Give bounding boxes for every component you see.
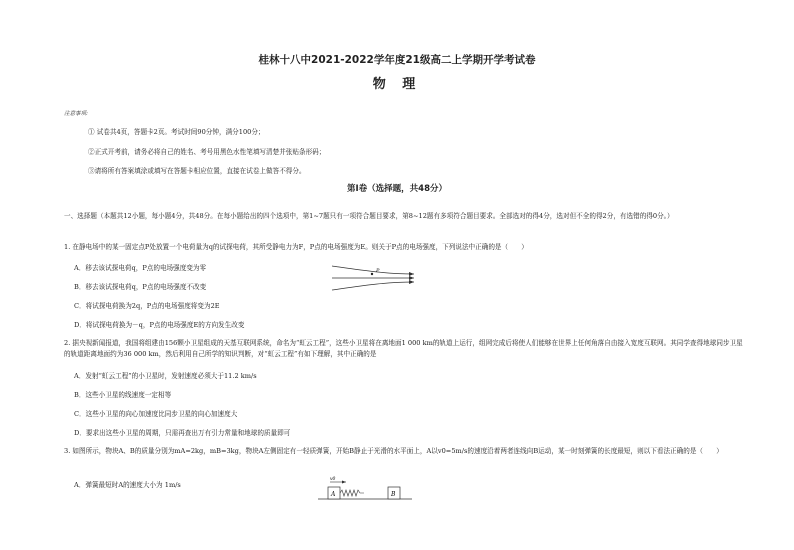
exam-title: 桂林十八中2021-2022学年度21级高二上学期开学考试卷 — [258, 54, 536, 66]
question-option: D．要求出这些小卫星的周期，只需再查出万有引力常量和地球的质量即可 — [74, 429, 291, 437]
question-stem: 2. 据央视新闻报道，我国将组建由156颗小卫星组成的天基互联网系统，命名为“虹云工程”，这些小卫星将在离地面1 000 km的轨道上运行，组网完成后将使人们能够在世界上任何角落自由接入宽度互联网。其同学查得地球同步卫星的轨道距离地面约为36 000 km，然后利用自己所学的知识判断，对“虹云工程”有如下理解，其中正确的是 — [64, 339, 743, 358]
question-option: B．这些小卫星的线速度一定相等 — [74, 391, 172, 399]
electric-field-lines-figure — [330, 260, 420, 296]
question-option: D．将试探电荷换为－q，P点的电场强度E的方向发生改变 — [74, 321, 245, 329]
note-item: ① 试卷共4页，答题卡2页。考试时间90分钟，满分100分； — [88, 128, 265, 136]
point-p-label: P — [376, 268, 380, 274]
notes-heading: 注意事项: — [64, 111, 88, 117]
section-instructions: 一、选择题（本题共12小题，每小题4分，共48分。在每小题给出的四个选项中，第1~7题只有一项符合题目要求，第8~12题有多项符合题目要求。全部选对的得4分，选对但不全的得2分，有选错的得0分。） — [64, 212, 674, 220]
note-item: ③请将所有答案填涂或填写在答题卡相应位置，直接在试卷上做答不得分。 — [88, 167, 306, 175]
note-item: ②正式开考前，请务必将自己的姓名、考号用黑色水性笔填写清楚并张贴条形码； — [88, 148, 326, 156]
question-stem: 3. 如图所示，物块A、B的质量分别为mA=2kg，mB=3kg，物块A左侧固定有一轻质弹簧，开始B静止于光滑的水平面上，A以v0=5m/s的速度沿着两者连线向B运动，某一时刻弹簧的长度最短，则以下看法正确的是（ ） — [64, 447, 723, 455]
section-title: 第Ⅰ卷（选择题，共48分） — [347, 184, 447, 194]
velocity-label: v0 — [330, 477, 336, 482]
question-option: A．弹簧最短时A的速度大小为 1m/s — [74, 481, 181, 489]
question-option: C．这些小卫星的向心加速度比同步卫星的向心加速度大 — [74, 410, 238, 418]
block-b-label: B — [391, 491, 396, 498]
question-option: B．移去该试探电荷q，P点的电场强度不改变 — [74, 283, 207, 291]
subject-title: 物 理 — [372, 77, 422, 92]
question-option: A．移去该试探电荷q，P点的电场强度变为零 — [74, 264, 207, 272]
block-a-label: A — [331, 491, 336, 498]
blocks-spring-figure — [316, 474, 416, 500]
question-stem: 1. 在静电场中的某一固定点P处放置一个电荷量为q的试探电荷，其所受静电力为F，P点的电场强度为E。则关于P点的电场强度，下列说法中正确的是（ ） — [64, 243, 528, 251]
question-option: C．将试探电荷换为2q，P点的电场强度将变为2E — [74, 302, 220, 310]
question-option: A．发射“虹云工程”的小卫星时，发射速度必须大于11.2 km/s — [74, 372, 257, 380]
